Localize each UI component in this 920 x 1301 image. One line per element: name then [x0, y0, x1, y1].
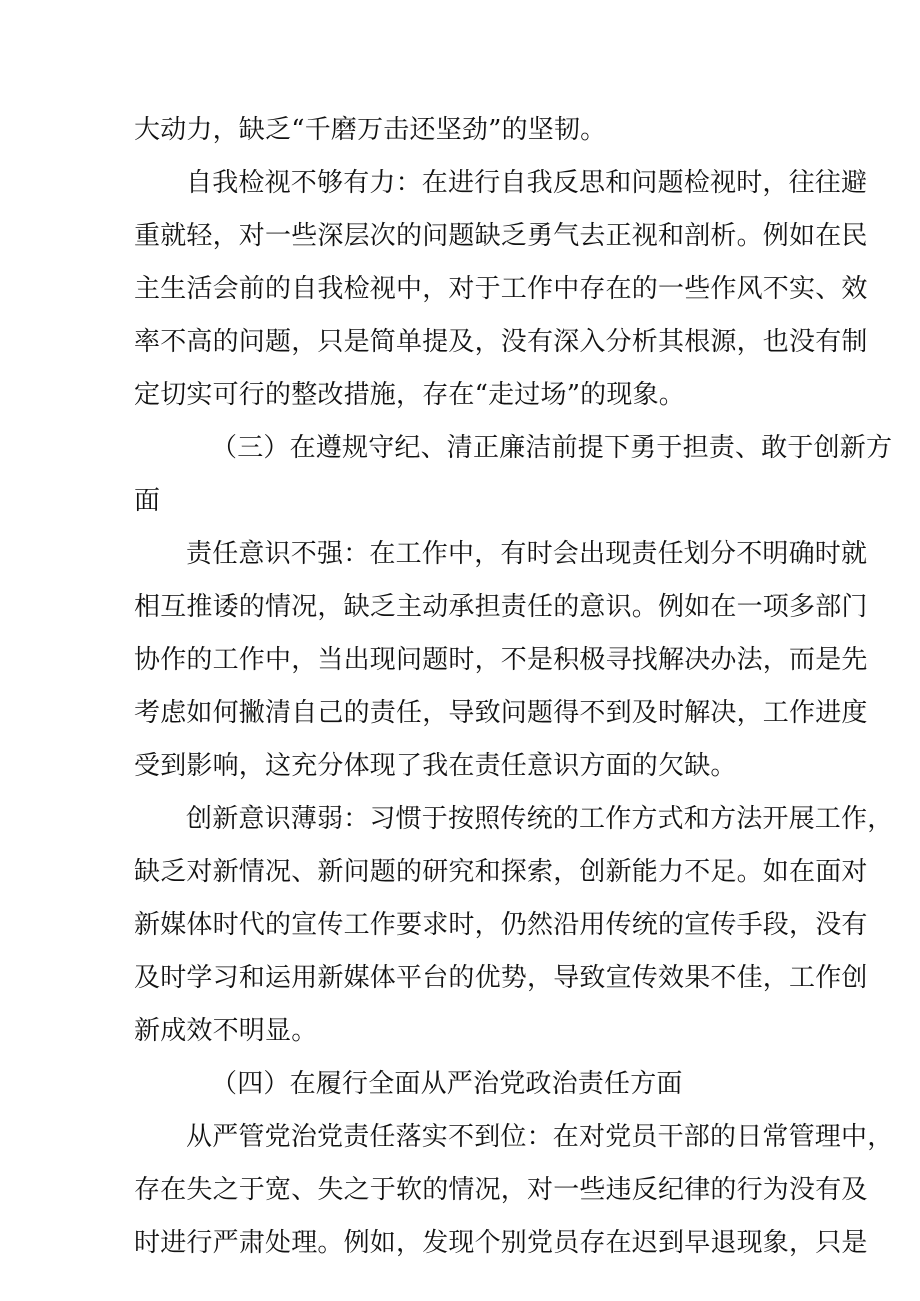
paragraph-innovation: 创新意识薄弱：习惯于按照传统的工作方式和方法开展工作， [186, 804, 894, 834]
text-line: 受到影响，这充分体现了我在责任意识方面的欠缺。 [134, 751, 737, 781]
text-line: 大动力，缺乏“千磨万击还坚劲”的坚韧。 [134, 115, 607, 145]
text-line: 时进行严肃处理。例如，发现个别党员存在迟到早退现象，只是 [134, 1228, 868, 1258]
text-line: 相互推诿的情况，缺乏主动承担责任的意识。例如在一项多部门 [134, 592, 868, 622]
text-line: 协作的工作中，当出现问题时，不是积极寻找解决办法，而是先 [134, 645, 868, 675]
text-line: 新成效不明显。 [134, 1016, 318, 1046]
text-line: 主生活会前的自我检视中，对于工作中存在的一些作风不实、效 [134, 274, 868, 304]
text-line: 缺乏对新情况、新问题的研究和探索，创新能力不足。如在面对 [134, 857, 868, 887]
text-line: 重就轻，对一些深层次的问题缺乏勇气去正视和剖析。例如在民 [134, 221, 868, 251]
section-heading-four: （四）在履行全面从严治党政治责任方面 [211, 1069, 683, 1099]
section-heading-three: （三）在遵规守纪、清正廉洁前提下勇于担责、敢于创新方 [211, 433, 893, 463]
paragraph-self-inspection: 自我检视不够有力：在进行自我反思和问题检视时，往往避 [186, 168, 868, 198]
text-line: 及时学习和运用新媒体平台的优势，导致宣传效果不佳，工作创 [134, 963, 868, 993]
paragraph-responsibility: 责任意识不强：在工作中，有时会出现责任划分不明确时就 [186, 539, 868, 569]
text-line: 考虑如何撇清自己的责任，导致问题得不到及时解决，工作进度 [134, 698, 868, 728]
text-line: 定切实可行的整改措施，存在“走过场”的现象。 [134, 380, 685, 410]
text-line: 新媒体时代的宣传工作要求时，仍然沿用传统的宣传手段，没有 [134, 910, 868, 940]
text-line: 存在失之于宽、失之于软的情况，对一些违反纪律的行为没有及 [134, 1175, 868, 1205]
text-line: 率不高的问题，只是简单提及，没有深入分析其根源，也没有制 [134, 327, 868, 357]
paragraph-party-governance: 从严管党治党责任落实不到位：在对党员干部的日常管理中， [186, 1122, 894, 1152]
section-heading-three-continued: 面 [134, 486, 161, 516]
